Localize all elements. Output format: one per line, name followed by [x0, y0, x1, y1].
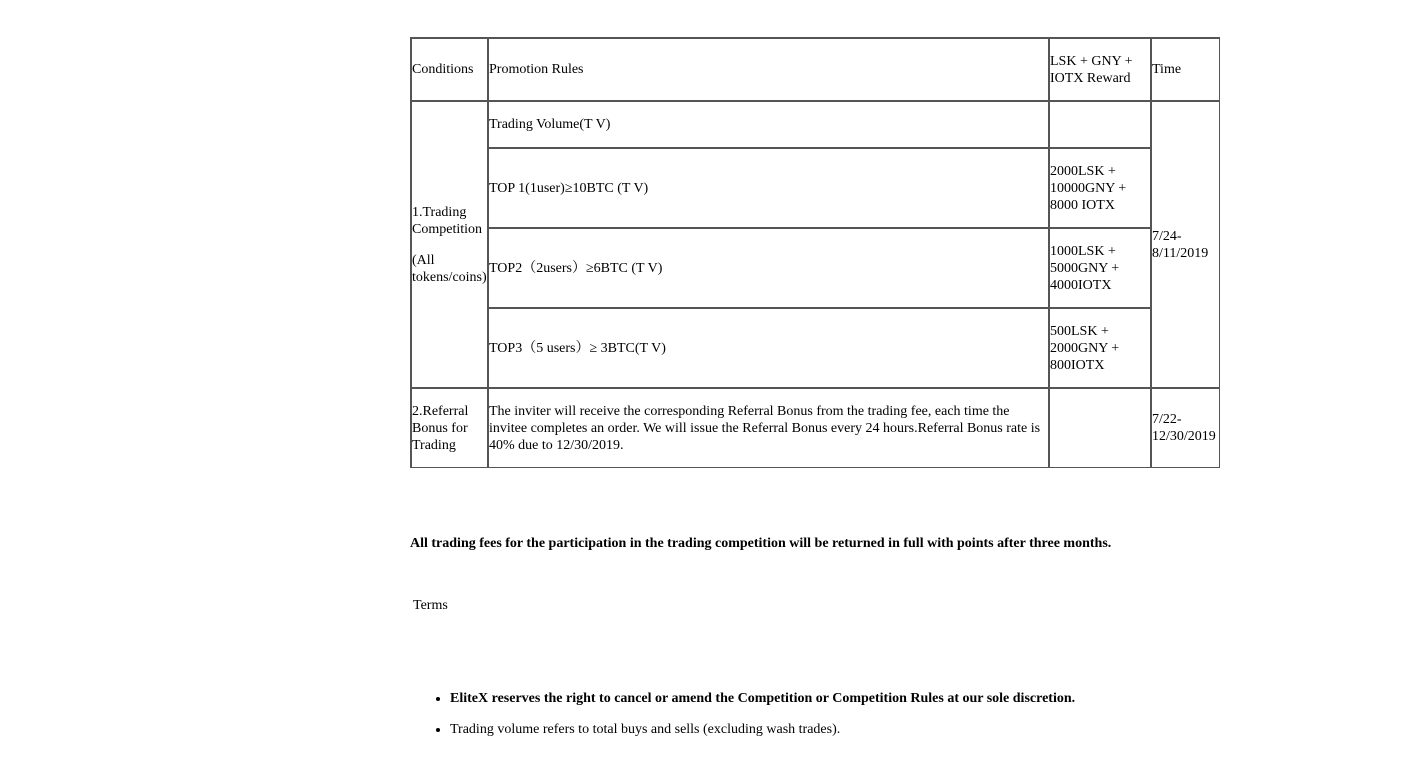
header-reward-line2: IOTX Reward — [1050, 70, 1131, 86]
trading-condition-line4: tokens/coins) — [412, 269, 487, 285]
header-conditions: Conditions — [411, 38, 488, 101]
referral-time-cell: 7/22- 12/30/2019 — [1151, 388, 1219, 468]
trading-volume-reward-empty — [1049, 101, 1151, 148]
trading-time-line2: 8/11/2019 — [1152, 245, 1209, 261]
top2-reward: 1000LSK + 5000GNY + 4000IOTX — [1049, 228, 1151, 308]
promotion-table-container — [410, 37, 1218, 468]
table-row — [411, 228, 1219, 308]
trading-time-line1: 7/24- — [1152, 228, 1182, 244]
top3-reward: 500LSK + 2000GNY + 800IOTX — [1049, 308, 1151, 388]
top2-rule: TOP2（2users）≥6BTC (T V) — [488, 228, 1049, 308]
header-time: Time — [1151, 38, 1219, 101]
header-promotion-rules: Promotion Rules — [488, 38, 1049, 101]
header-reward-line1: LSK + GNY + — [1050, 53, 1133, 69]
table-row-trading-volume — [411, 101, 1219, 148]
referral-reward-empty — [1049, 388, 1151, 468]
trading-condition-line2: Competition — [412, 221, 482, 237]
header-reward — [1049, 38, 1151, 101]
promotion-table — [410, 37, 1220, 468]
trading-competition-condition-cell — [411, 101, 488, 388]
list-item: • EliteX reserves the right to cancel or amend the Competition or Competition Rules at our sole discretion. — [450, 690, 1075, 707]
trading-volume-label: Trading Volume(T V) — [488, 101, 1049, 148]
top1-reward: 2000LSK + 10000GNY + 8000 IOTX — [1049, 148, 1151, 228]
referral-rule: The inviter will receive the corresponding Referral Bonus from the trading fee, each time the invitee completes an order. We will issue the Referral Bonus every 24 hours.Referral Bonus rate is 40% due to 12/30/2019. — [488, 388, 1049, 468]
trading-condition-line3: (All — [412, 252, 435, 268]
trading-condition-line1: 1.Trading — [412, 204, 467, 220]
top1-rule: TOP 1(1user)≥10BTC (T V) — [488, 148, 1049, 228]
table-row-referral — [411, 388, 1219, 468]
terms-heading: Terms — [413, 598, 448, 613]
top3-rule: TOP3（5 users）≥ 3BTC(T V) — [488, 308, 1049, 388]
table-row — [411, 148, 1219, 228]
trading-competition-time-cell — [1151, 101, 1219, 388]
list-item: • Trading volume refers to total buys and sells (excluding wash trades). — [450, 721, 1075, 738]
table-header-row — [411, 38, 1219, 101]
referral-condition-cell: 2.Referral Bonus for Trading — [411, 388, 488, 468]
terms-list — [410, 690, 1075, 752]
trading-fee-note: All trading fees for the participation in the trading competition will be returned in full with points after three months. — [410, 536, 1112, 551]
table-row — [411, 308, 1219, 388]
